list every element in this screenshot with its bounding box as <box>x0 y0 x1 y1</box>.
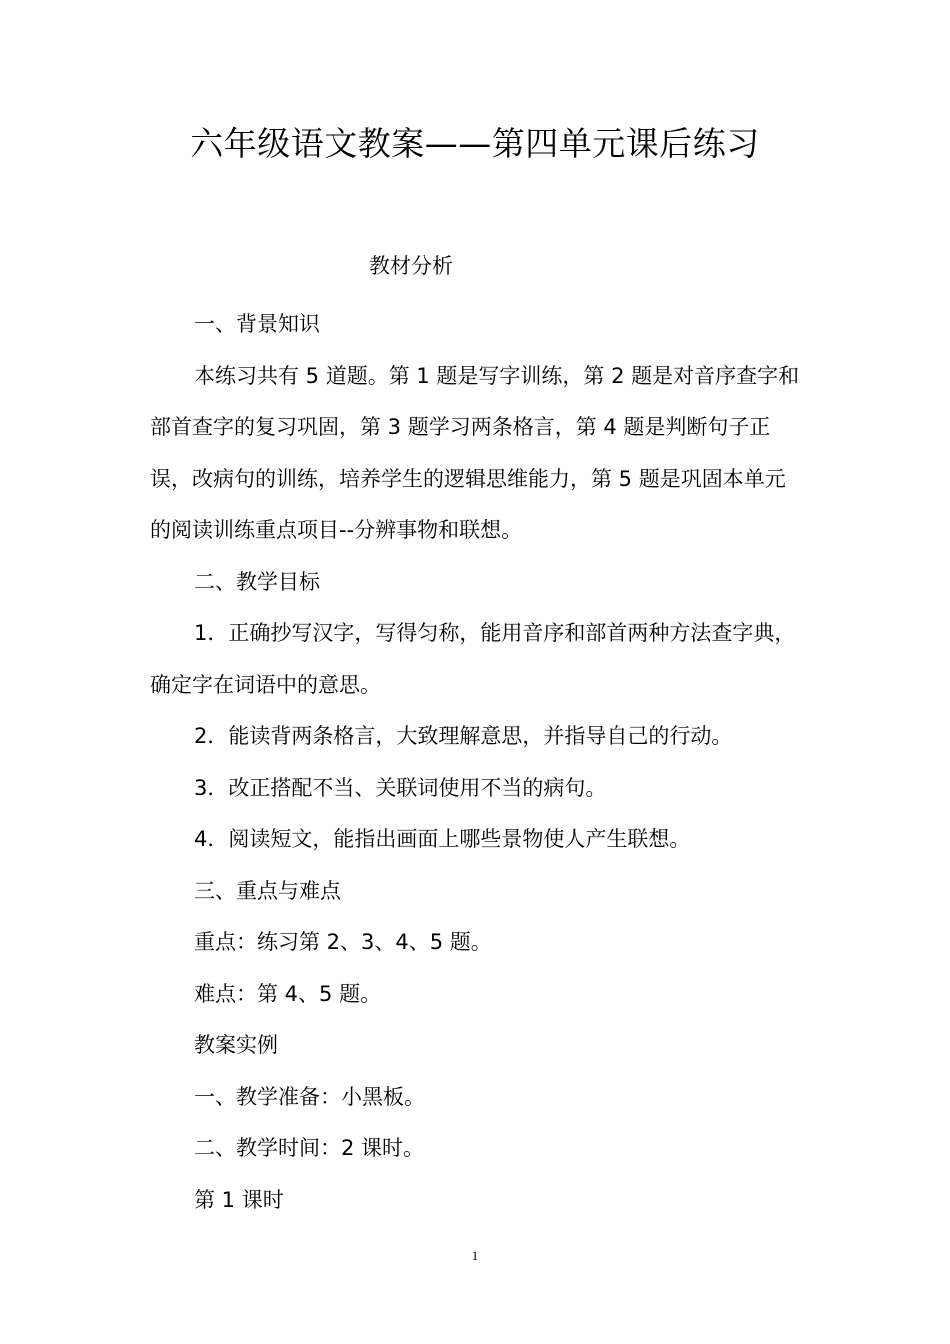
teaching-time: 二、教学时间：2 课时。 <box>194 1136 425 1160</box>
lesson-1-heading: 第 1 课时 <box>194 1187 284 1212</box>
document-body <box>150 299 800 1226</box>
paragraph-background-body: 本练习共有 5 道题。第 1 题是写字训练，第 2 题是对音序查字和部首查字的复习巩固，第 3 题学习两条格言，第 4 题是判断句子正误，改病句的训练，培养学生的逻辑思维能力，第 5 题是巩固本单元的阅读训练重点项目--分辨事物和联想。 <box>150 363 800 542</box>
heading-teaching-goals: 二、教学目标 <box>194 569 320 594</box>
heading-key-and-difficult-points: 三、重点与难点 <box>194 878 341 903</box>
goal-item-1: 1．正确抄写汉字，写得匀称，能用音序和部首两种方法查字典，确定字在词语中的意思。 <box>150 621 796 697</box>
teaching-preparation: 一、教学准备：小黑板。 <box>194 1084 425 1109</box>
difficult-points: 难点：第 4、5 题。 <box>194 981 382 1006</box>
goal-item-3: 3．改正搭配不当、关联词使用不当的病句。 <box>194 775 607 800</box>
heading-background-knowledge: 一、背景知识 <box>194 312 320 336</box>
goal-item-2: 2．能读背两条格言，大致理解意思，并指导自己的行动。 <box>194 724 733 748</box>
goal-item-4: 4．阅读短文，能指出画面上哪些景物使人产生联想。 <box>194 827 691 851</box>
key-points: 重点：练习第 2、3、4、5 题。 <box>194 930 492 954</box>
heading-lesson-example: 教案实例 <box>194 1033 278 1057</box>
document-title: 六年级语文教案——第四单元课后练习 <box>190 124 760 163</box>
page-number: 1 <box>471 1248 479 1263</box>
section-heading-material-analysis: 教材分析 <box>369 254 453 278</box>
